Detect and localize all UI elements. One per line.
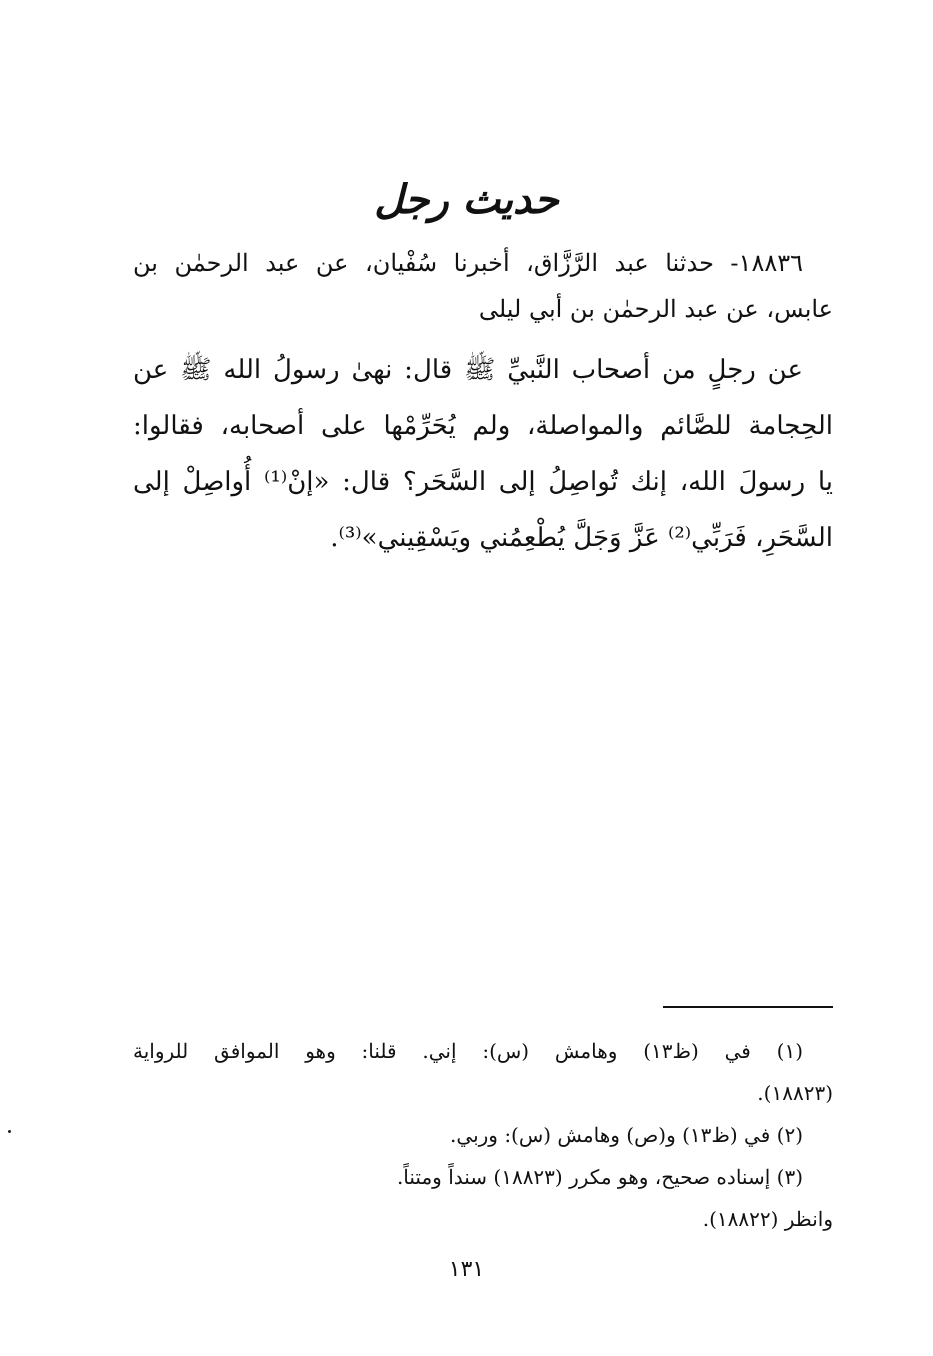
footnote-3-line-1: (٣) إسناده صحيح، وهو مكرر (١٨٨٢٣) سنداً ومتناً. — [396, 1165, 803, 1189]
footnotes — [133, 1030, 833, 1240]
isnad-line-2: عابس، عن عبد الرحمٰن بن أبي ليلى — [478, 295, 833, 323]
isnad-line-1: ١٨٨٣٦- حدثنا عبد الرَّزَّاق، أخبرنا سُفْيان، عن عبد الرحمٰن بن — [133, 249, 803, 277]
matn-line-3: يا رسولَ الله، إنك تُواصِلُ إلى السَّحَر؟ قال: «إنْ⁽¹⁾ أُواصِلْ إلى — [133, 467, 833, 497]
hadith-text — [133, 342, 833, 566]
hadith-isnad — [133, 240, 833, 332]
matn-line-2: الحِجامة للصَّائم والمواصلة، ولم يُحَرِّمْها على أصحابه، فقالوا: — [133, 411, 833, 441]
footnote-2: (٢) في (ظ١٣) و(ص) وهامش (س): وربي. — [450, 1123, 803, 1147]
matn-line-4: السَّحَرِ، فَرَبِّي⁽²⁾ عَزَّ وَجَلَّ يُطْعِمُني ويَسْقِيني»⁽³⁾. — [330, 523, 833, 553]
footnote-3-line-2: وانظر (١٨٨٢٢). — [702, 1207, 833, 1231]
footnote-1-line-2: (١٨٨٢٣). — [757, 1081, 833, 1105]
chapter-title: حديث رجل — [374, 176, 559, 223]
scan-speck — [8, 1130, 11, 1133]
footnote-divider — [663, 1006, 833, 1008]
page-number: ١٣١ — [448, 1257, 485, 1282]
matn-line-1: عن رجلٍ من أصحاب النَّبيِّ ﷺ قال: نهىٰ رسولُ الله ﷺ عن — [133, 355, 803, 385]
footnote-1-line-1: (١) في (ظ١٣) وهامش (س): إني. قلنا: وهو الموافق للرواية — [133, 1039, 803, 1063]
